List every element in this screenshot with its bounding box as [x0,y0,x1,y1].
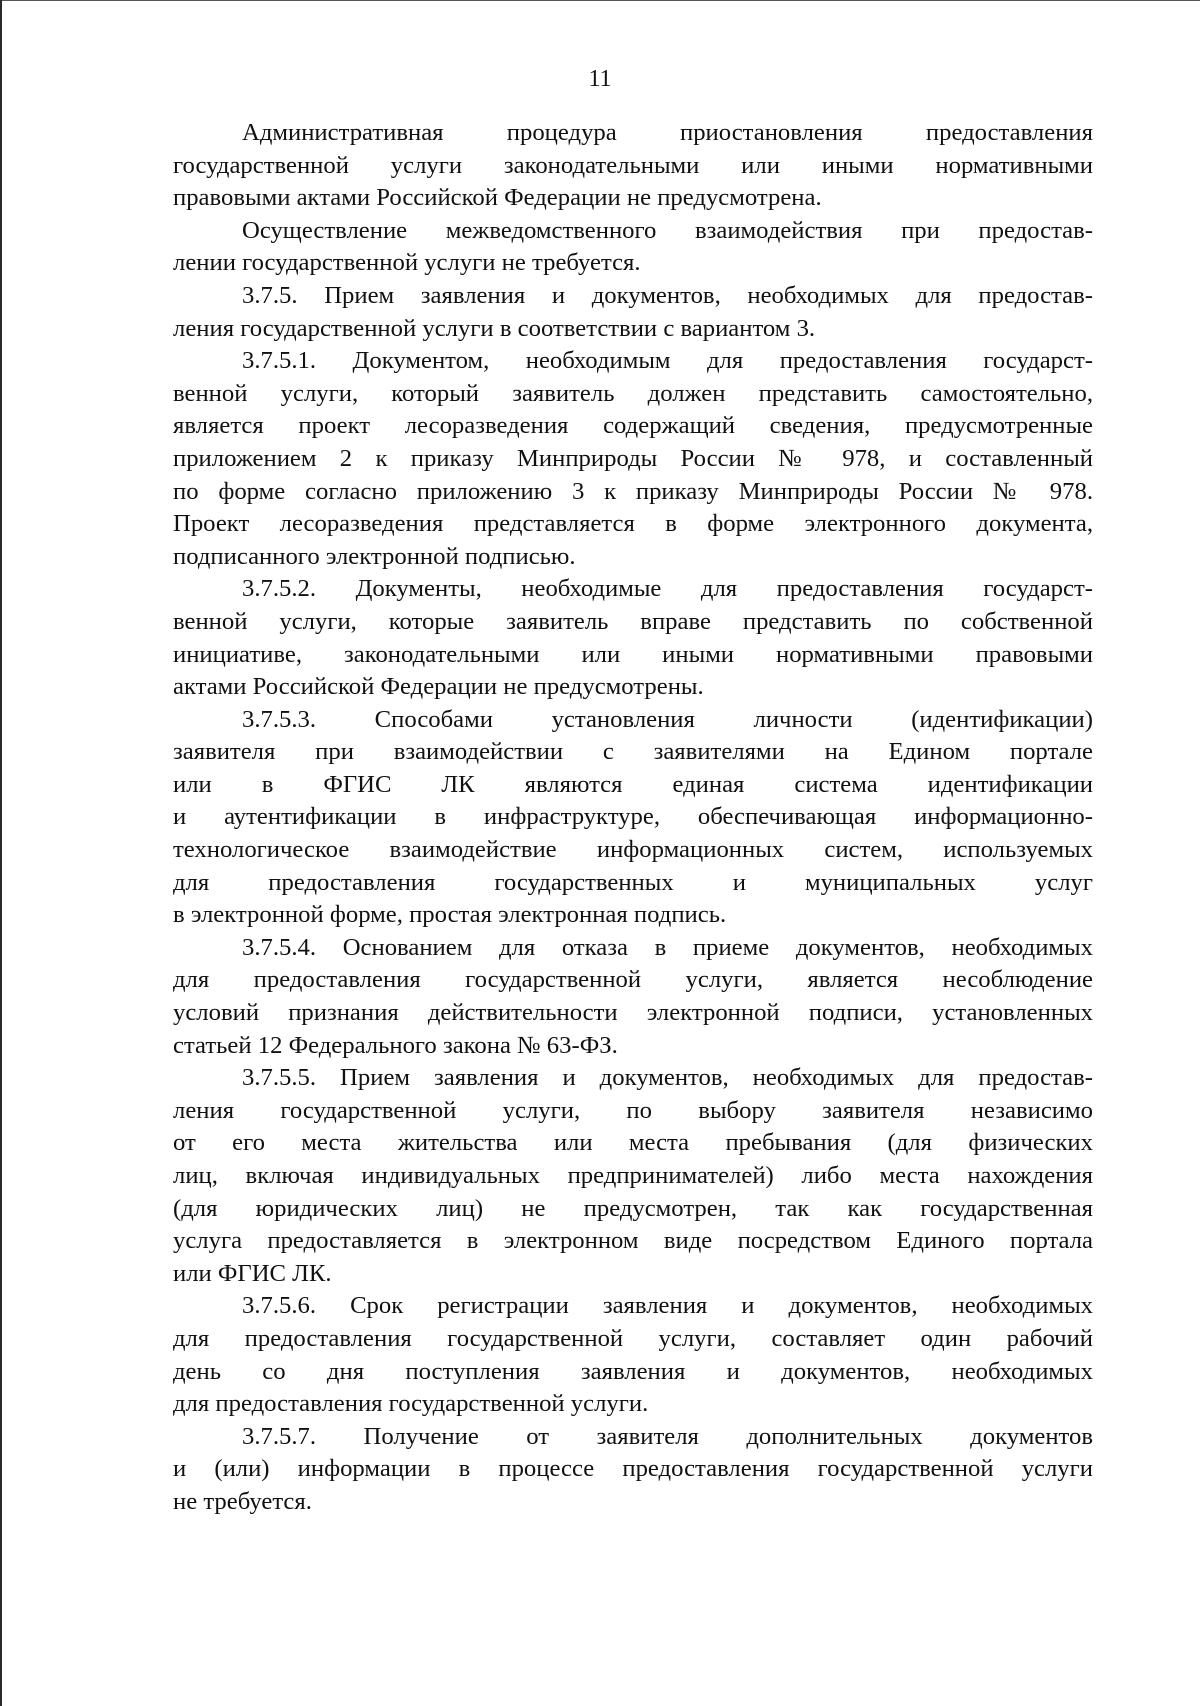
text-line: Осуществление межведомственного взаимодействия при предостав- [242,216,1093,244]
text-line: государственной услуги законодательными или иными нормативными [173,151,1093,179]
text-line: 3.7.5.2. Документы, необходимые для предоставления государст- [242,575,1093,603]
text-line: 3.7.5.3. Способами установления личности (идентификации) [242,705,1093,733]
text-line: для предоставления государственной услуги, является несоблюдение [173,966,1093,994]
text-line: ления государственной услуги, по выбору заявителя независимо [173,1096,1093,1124]
text-line: Административная процедура приостановления предоставления [242,119,1093,146]
scan-edge-top [0,0,1200,1]
text-line: для предоставления государственных и муниципальных услуг [173,868,1093,896]
text-line: 3.7.5.5. Прием заявления и документов, необходимых для предостав- [242,1064,1093,1092]
text-line: 3.7.5.1. Документом, необходимым для предоставления государст- [242,347,1093,375]
paragraph [173,704,1093,932]
text-line: Проект лесоразведения представляется в форме электронного документа, [173,510,1093,538]
text-line: ления государственной услуги в соответствии с вариантом 3. [173,314,816,342]
text-line: в электронной форме, простая электронная подпись. [173,901,727,929]
text-line: или в ФГИС ЛК являются единая система идентификации [173,770,1093,798]
text-line: по форме согласно приложению 3 к приказу Минприроды России № 978. [173,477,1093,505]
paragraph [173,1421,1093,1519]
text-line: для предоставления государственной услуги, составляет один рабочий [173,1324,1093,1352]
paragraph [173,932,1093,1062]
paragraph [173,345,1093,573]
scan-edge-left [0,0,2,1706]
text-line: услуга предоставляется в электронном виде посредством Единого портала [173,1227,1093,1255]
text-line: (для юридических лиц) не предусмотрен, так как государственная [173,1194,1093,1222]
text-line: от его места жительства или места пребывания (для физических [173,1129,1093,1157]
text-line: условий признания действительности электронной подписи, установленных [173,999,1093,1027]
document-body [173,117,1093,1519]
paragraph [173,215,1093,280]
text-line: 3.7.5.6. Срок регистрации заявления и документов, необходимых [242,1292,1093,1320]
text-line: 3.7.5.7. Получение от заявителя дополнительных документов [242,1422,1093,1450]
paragraph [173,573,1093,703]
paragraph [173,1062,1093,1290]
text-line: для предоставления государственной услуги. [173,1390,649,1418]
paragraph [173,280,1093,345]
text-line: 3.7.5. Прием заявления и документов, необходимых для предостав- [242,281,1093,309]
text-line: является проект лесоразведения содержащий сведения, предусмотренные [173,412,1093,440]
paragraph [173,117,1093,215]
text-line: инициативе, законодательными или иными нормативными правовыми [173,640,1093,668]
text-line: венной услуги, которые заявитель вправе представить по собственной [173,607,1093,635]
text-line: день со дня поступления заявления и документов, необходимых [173,1357,1093,1385]
text-line: венной услуги, который заявитель должен представить самостоятельно, [173,379,1093,407]
text-line: 3.7.5.4. Основанием для отказа в приеме документов, необходимых [242,933,1093,961]
page-number: 11 [588,66,612,92]
text-line: статьей 12 Федерального закона № 63-ФЗ. [173,1031,618,1059]
paragraph [173,1290,1093,1420]
text-line: лении государственной услуги не требуется. [173,249,641,277]
text-line: подписанного электронной подписью. [173,542,576,570]
text-line: правовыми актами Российской Федерации не предусмотрена. [173,184,822,212]
text-line: лиц, включая индивидуальных предпринимателей) либо места нахождения [173,1162,1093,1189]
text-line: приложением 2 к приказу Минприроды России № 978, и составленный [173,444,1093,472]
text-line: или ФГИС ЛК. [173,1259,332,1287]
text-line: технологическое взаимодействие информационных систем, используемых [173,836,1093,864]
text-line: и (или) информации в процессе предоставления государственной услуги [173,1455,1093,1483]
text-line: актами Российской Федерации не предусмотрены. [173,673,704,701]
text-line: и аутентификации в инфраструктуре, обеспечивающая информационно- [173,803,1093,831]
text-line: не требуется. [173,1487,312,1515]
text-line: заявителя при взаимодействии с заявителями на Едином портале [173,738,1093,766]
